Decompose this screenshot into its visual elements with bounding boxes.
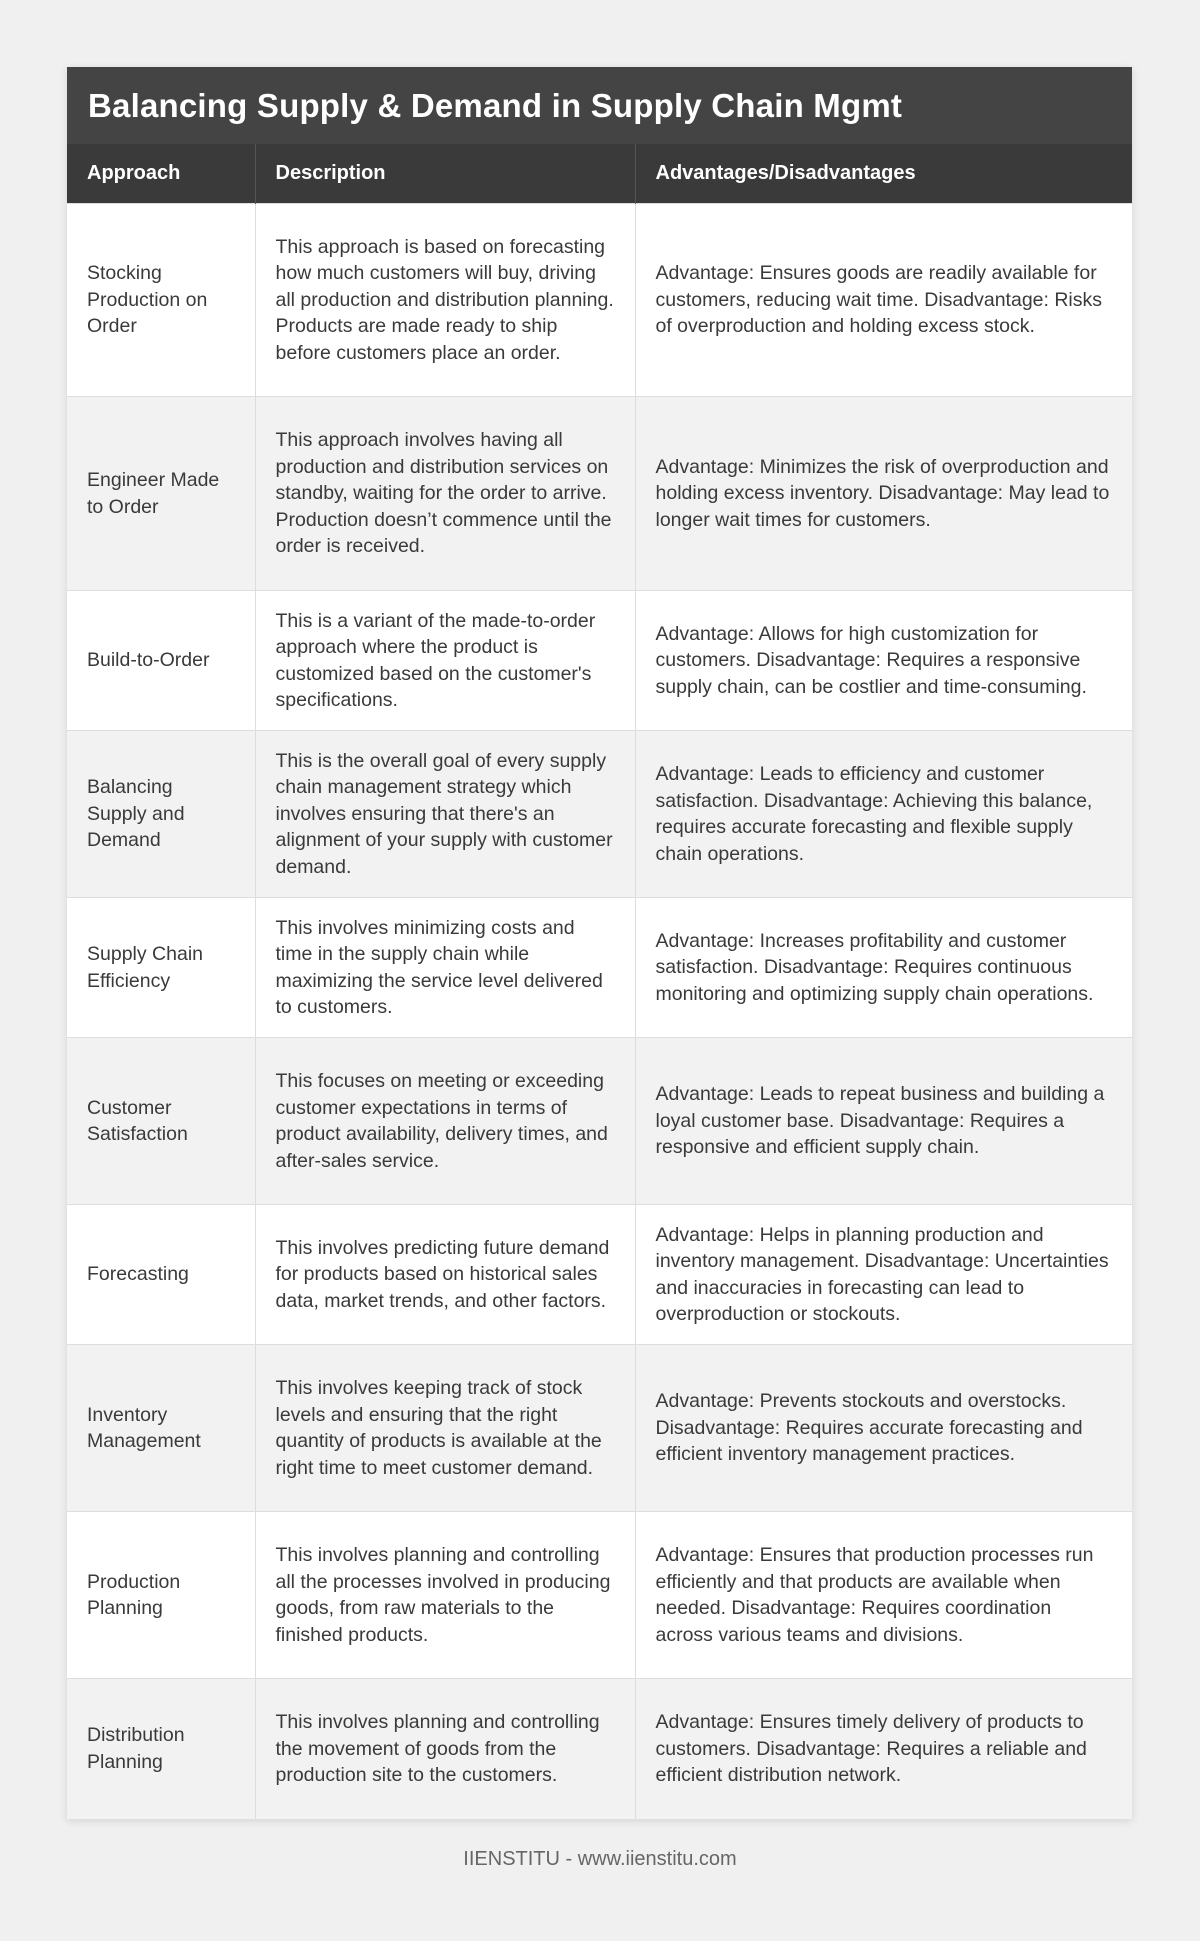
table-card (67, 67, 1132, 1819)
approach-cell: Build-to-Order (67, 591, 255, 731)
table-row (67, 1679, 1132, 1819)
description-cell: This involves planning and controlling all the processes involved in producing goods, from raw materials to the finished products. (255, 1512, 635, 1679)
table-row (67, 731, 1132, 898)
approach-cell: Distribution Planning (67, 1679, 255, 1819)
table-row (67, 1205, 1132, 1345)
approach-table (67, 144, 1132, 1819)
approach-cell: Engineer Made to Order (67, 397, 255, 591)
table-row (67, 1345, 1132, 1512)
advantages-cell: Advantage: Allows for high customization for customers. Disadvantage: Requires a responsive supply chain, can be costlier and time-consuming. (635, 591, 1132, 731)
advantages-cell: Advantage: Leads to efficiency and customer satisfaction. Disadvantage: Achieving this balance, requires accurate forecasting and flexible supply chain operations. (635, 731, 1132, 898)
footer-credit: IIENSTITU - www.iienstitu.com (463, 1848, 737, 1870)
approach-cell: Balancing Supply and Demand (67, 731, 255, 898)
table-row (67, 1038, 1132, 1205)
approach-cell: Forecasting (67, 1205, 255, 1345)
description-cell: This focuses on meeting or exceeding customer expectations in terms of product availability, delivery times, and after-sales service. (255, 1038, 635, 1205)
description-cell: This approach involves having all production and distribution services on standby, waiting for the order to arrive. Production doesn’t commence until the order is received. (255, 397, 635, 591)
approach-cell: Customer Satisfaction (67, 1038, 255, 1205)
description-cell: This involves minimizing costs and time in the supply chain while maximizing the service level delivered to customers. (255, 898, 635, 1038)
advantages-cell: Advantage: Ensures timely delivery of products to customers. Disadvantage: Requires a reliable and efficient distribution network. (635, 1679, 1132, 1819)
description-cell: This approach is based on forecasting how much customers will buy, driving all production and distribution planning. Products are made ready to ship before customers place an order. (255, 204, 635, 397)
table-title: Balancing Supply & Demand in Supply Chain Mgmt (67, 67, 1132, 144)
description-cell: This is a variant of the made-to-order approach where the product is customized based on the customer's specifications. (255, 591, 635, 731)
table-row (67, 591, 1132, 731)
description-cell: This involves planning and controlling the movement of goods from the production site to the customers. (255, 1679, 635, 1819)
advantages-cell: Advantage: Minimizes the risk of overproduction and holding excess inventory. Disadvantage: May lead to longer wait times for customers. (635, 397, 1132, 591)
approach-cell: Stocking Production on Order (67, 204, 255, 397)
advantages-cell: Advantage: Ensures that production processes run efficiently and that products are available when needed. Disadvantage: Requires coordination across various teams and divisions. (635, 1512, 1132, 1679)
approach-cell: Supply Chain Efficiency (67, 898, 255, 1038)
advantages-cell: Advantage: Ensures goods are readily available for customers, reducing wait time. Disadvantage: Risks of overproduction and holding excess stock. (635, 204, 1132, 397)
advantages-cell: Advantage: Increases profitability and customer satisfaction. Disadvantage: Requires continuous monitoring and optimizing supply chain operations. (635, 898, 1132, 1038)
table-row (67, 204, 1132, 397)
description-cell: This involves keeping track of stock levels and ensuring that the right quantity of products is available at the right time to meet customer demand. (255, 1345, 635, 1512)
advantages-cell: Advantage: Helps in planning production and inventory management. Disadvantage: Uncertainties and inaccuracies in forecasting can lead to overproduction or stockouts. (635, 1205, 1132, 1345)
advantages-cell: Advantage: Prevents stockouts and overstocks. Disadvantage: Requires accurate forecasting and efficient inventory management practices. (635, 1345, 1132, 1512)
description-cell: This involves predicting future demand for products based on historical sales data, market trends, and other factors. (255, 1205, 635, 1345)
advantages-cell: Advantage: Leads to repeat business and building a loyal customer base. Disadvantage: Requires a responsive and efficient supply chain. (635, 1038, 1132, 1205)
column-header-approach: Approach (67, 144, 255, 204)
approach-cell: Inventory Management (67, 1345, 255, 1512)
column-header-advantages: Advantages/Disadvantages (635, 144, 1132, 204)
table-row (67, 1512, 1132, 1679)
table-row (67, 898, 1132, 1038)
description-cell: This is the overall goal of every supply chain management strategy which involves ensuring that there's an alignment of your supply with customer demand. (255, 731, 635, 898)
approach-cell: Production Planning (67, 1512, 255, 1679)
table-row (67, 397, 1132, 591)
table-header-row (67, 144, 1132, 204)
column-header-description: Description (255, 144, 635, 204)
